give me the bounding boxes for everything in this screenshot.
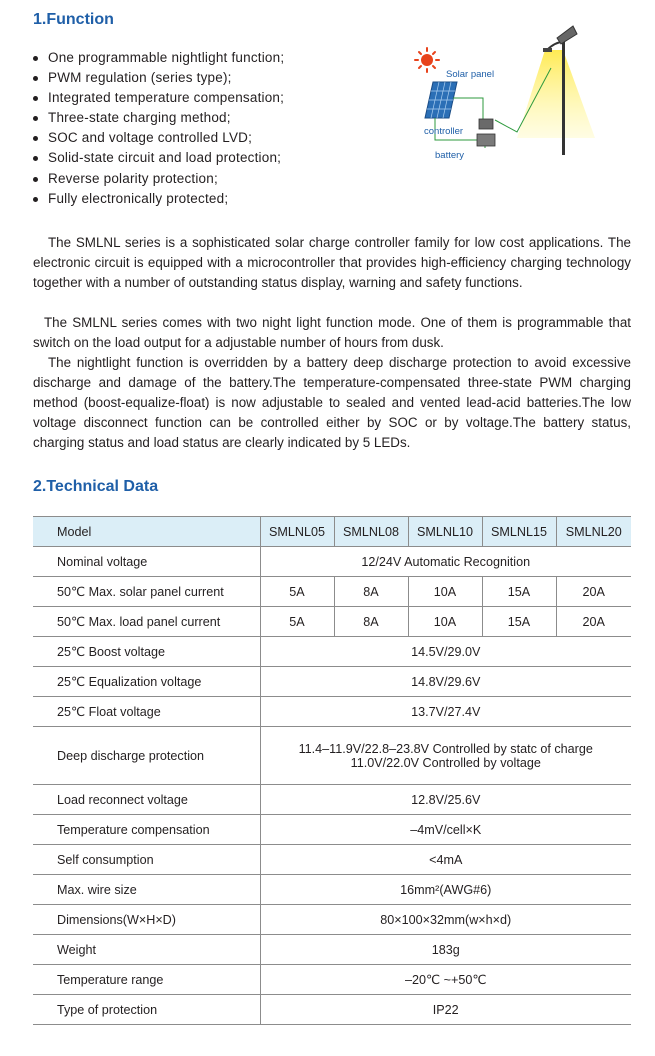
row-value: 80×100×32mm(w×h×d)	[260, 905, 631, 935]
table-row	[33, 667, 631, 697]
row-value: 14.8V/29.6V	[260, 667, 631, 697]
row-value: 10A	[408, 577, 482, 607]
function-bullet: Three-state charging method;	[32, 108, 284, 128]
column-header: SMLNL15	[482, 517, 556, 547]
row-value: <4mA	[260, 845, 631, 875]
column-header: Model	[33, 517, 260, 547]
function-bullet: One programmable nightlight function;	[32, 48, 284, 68]
row-value: 12.8V/25.6V	[260, 785, 631, 815]
table-row	[33, 845, 631, 875]
sun-icon	[415, 48, 439, 72]
table-row	[33, 727, 631, 785]
row-value: 15A	[482, 607, 556, 637]
row-value: 13.7V/27.4V	[260, 697, 631, 727]
function-heading: 1.Function	[33, 11, 114, 28]
table-row	[33, 785, 631, 815]
controller-box	[479, 119, 493, 129]
table-row	[33, 935, 631, 965]
column-header: SMLNL08	[334, 517, 408, 547]
technical-data-heading: 2.Technical Data	[33, 478, 159, 495]
row-label: Temperature compensation	[33, 815, 260, 845]
function-bullet: Solid-state circuit and load protection;	[32, 148, 284, 168]
column-header: SMLNL20	[556, 517, 631, 547]
solar-panel-icon	[425, 82, 457, 118]
row-value	[260, 727, 631, 785]
table-row	[33, 995, 631, 1025]
solar-system-diagram	[405, 20, 605, 170]
row-label: Max. wire size	[33, 875, 260, 905]
row-value: 183g	[260, 935, 631, 965]
battery-label: battery	[435, 150, 465, 161]
row-label: Load reconnect voltage	[33, 785, 260, 815]
column-header: SMLNL10	[408, 517, 482, 547]
solar-panel-label: Solar panel	[446, 69, 495, 80]
function-bullet: PWM regulation (series type);	[32, 68, 284, 88]
row-value: 16mm²(AWG#6)	[260, 875, 631, 905]
technical-data-table	[33, 516, 631, 1025]
row-value: 12/24V Automatic Recognition	[260, 547, 631, 577]
row-value: –4mV/cell×K	[260, 815, 631, 845]
table-row	[33, 547, 631, 577]
table-row	[33, 637, 631, 667]
function-bullet: Integrated temperature compensation;	[32, 88, 284, 108]
row-label: Nominal voltage	[33, 547, 260, 577]
description-paragraph: The nightlight function is overridden by a battery deep discharge protection to avoid excessive discharge and damage of the battery.The temperature-compensated three-state PWM charging method (boost-equalize-float) is now adjustable to sealed and vented lead-acid batteries.The low voltage disconnect function can be controlled either by SOC or by voltage.The battery status, charging status and load status are clearly indicated by 5 LEDs.	[33, 355, 631, 450]
row-value: 14.5V/29.0V	[260, 637, 631, 667]
light-beam	[517, 50, 595, 138]
table-row	[33, 815, 631, 845]
function-bullet: Fully electronically protected;	[32, 189, 284, 209]
row-value-line: 11.0V/22.0V Controlled by voltage	[350, 755, 541, 770]
row-label: Type of protection	[33, 995, 260, 1025]
table-row	[33, 875, 631, 905]
table-row	[33, 965, 631, 995]
row-label: Dimensions(W×H×D)	[33, 905, 260, 935]
table-header-row	[33, 517, 631, 547]
row-value: 15A	[482, 577, 556, 607]
row-value: 8A	[334, 607, 408, 637]
row-label: 25℃ Float voltage	[33, 697, 260, 727]
table-row	[33, 905, 631, 935]
row-value: 20A	[556, 607, 631, 637]
table-row	[33, 577, 631, 607]
row-label: 25℃ Boost voltage	[33, 637, 260, 667]
row-value: IP22	[260, 995, 631, 1025]
table-row	[33, 607, 631, 637]
row-value-line: 11.4–11.9V/22.8–23.8V Controlled by statc of charge	[298, 741, 593, 756]
function-bullet: Reverse polarity protection;	[32, 169, 284, 189]
row-label: Self consumption	[33, 845, 260, 875]
row-label: Deep discharge protection	[33, 727, 260, 785]
row-value: 5A	[260, 577, 334, 607]
row-value: 8A	[334, 577, 408, 607]
row-label: 50℃ Max. load panel current	[33, 607, 260, 637]
row-label: Temperature range	[33, 965, 260, 995]
controller-label: controller	[424, 126, 464, 137]
row-value: –20℃ ~+50℃	[260, 965, 631, 995]
description-paragraph: The SMLNL series is a sophisticated solar charge controller family for low cost applications. The electronic circuit is equipped with a microcontroller that provides high-efficiency charging technology together with a number of outstanding status display, warning and safety functions.	[33, 235, 631, 290]
table-row	[33, 697, 631, 727]
row-value: 5A	[260, 607, 334, 637]
column-header: SMLNL05	[260, 517, 334, 547]
row-label: 50℃ Max. solar panel current	[33, 577, 260, 607]
battery-box	[477, 134, 495, 146]
function-bullet: SOC and voltage controlled LVD;	[32, 128, 284, 148]
description-paragraph: The SMLNL series comes with two night light function mode. One of them is programmable that switch on the load output for a adjustable number of hours from dusk.	[33, 315, 631, 350]
row-label: Weight	[33, 935, 260, 965]
row-value: 10A	[408, 607, 482, 637]
row-label: 25℃ Equalization voltage	[33, 667, 260, 697]
function-bullet-list	[32, 48, 284, 209]
row-value: 20A	[556, 577, 631, 607]
